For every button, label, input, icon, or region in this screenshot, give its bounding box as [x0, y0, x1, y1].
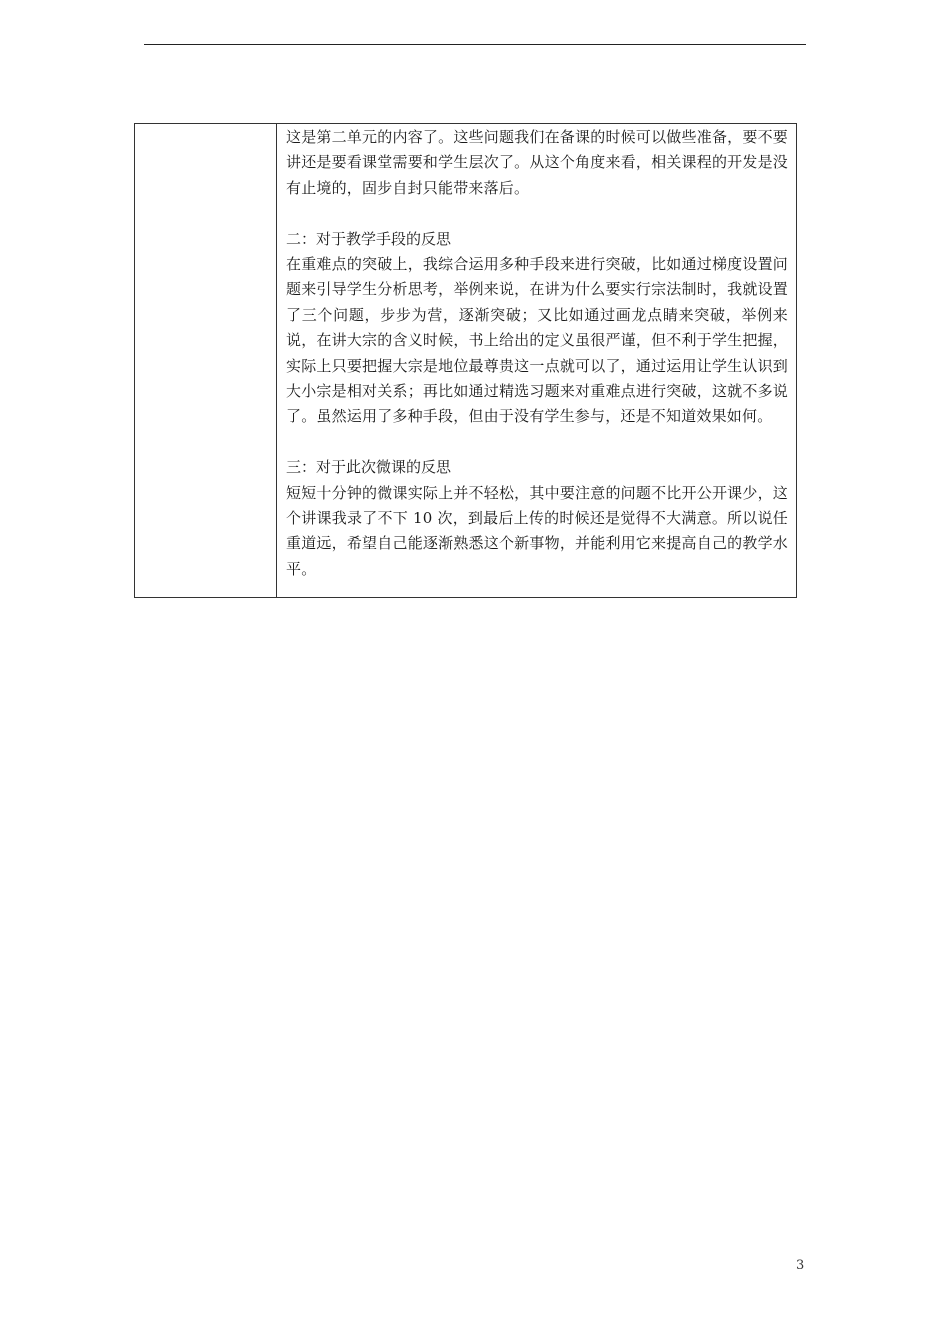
- paragraph-gap: [286, 201, 788, 226]
- content-cell: [277, 124, 797, 598]
- section-heading-microlesson: 三：对于此次微课的反思: [286, 458, 452, 477]
- paragraph-gap: [286, 430, 788, 455]
- header-rule: [144, 44, 806, 45]
- teaching-methods-paragraph: 在重难点的突破上，我综合运用多种手段来进行突破，比如通过梯度设置问题来引导学生分析思考，举例来说，在讲为什么要实行宗法制时，我就设置了三个问题，步步为营，逐渐突破；又比如通过画龙点睛来突破，举例来说，在讲大宗的含义时候，书上给出的定义虽很严谨，但不利于学生把握，实际上只要把握大宗是地位最尊贵这一点就可以了，通过运用让学生认识到大小宗是相对关系；再比如通过精选习题来对重难点进行突破，这就不多说了。虽然运用了多种手段，但由于没有学生参与，还是不知道效果如何。: [286, 255, 788, 426]
- table-row: [135, 124, 797, 598]
- intro-paragraph: 这是第二单元的内容了。这些问题我们在备课的时候可以做些准备，要不要讲还是要看课堂需要和学生层次了。从这个角度来看，相关课程的开发是没有止境的，固步自封只能带来落后。: [286, 128, 788, 197]
- reflection-table: [134, 123, 797, 598]
- microlesson-paragraph: 短短十分钟的微课实际上并不轻松，其中要注意的问题不比开公开课少，这个讲课我录了不下 10 次，到最后上传的时候还是觉得不大满意。所以说任重道远，希望自己能逐渐熟悉这个新事物，并能利用它来提高自己的教学水平。: [286, 483, 788, 578]
- page-number: 3: [796, 1258, 805, 1273]
- section-heading-teaching-methods: 二：对于教学手段的反思: [286, 229, 452, 248]
- label-cell: [135, 124, 277, 598]
